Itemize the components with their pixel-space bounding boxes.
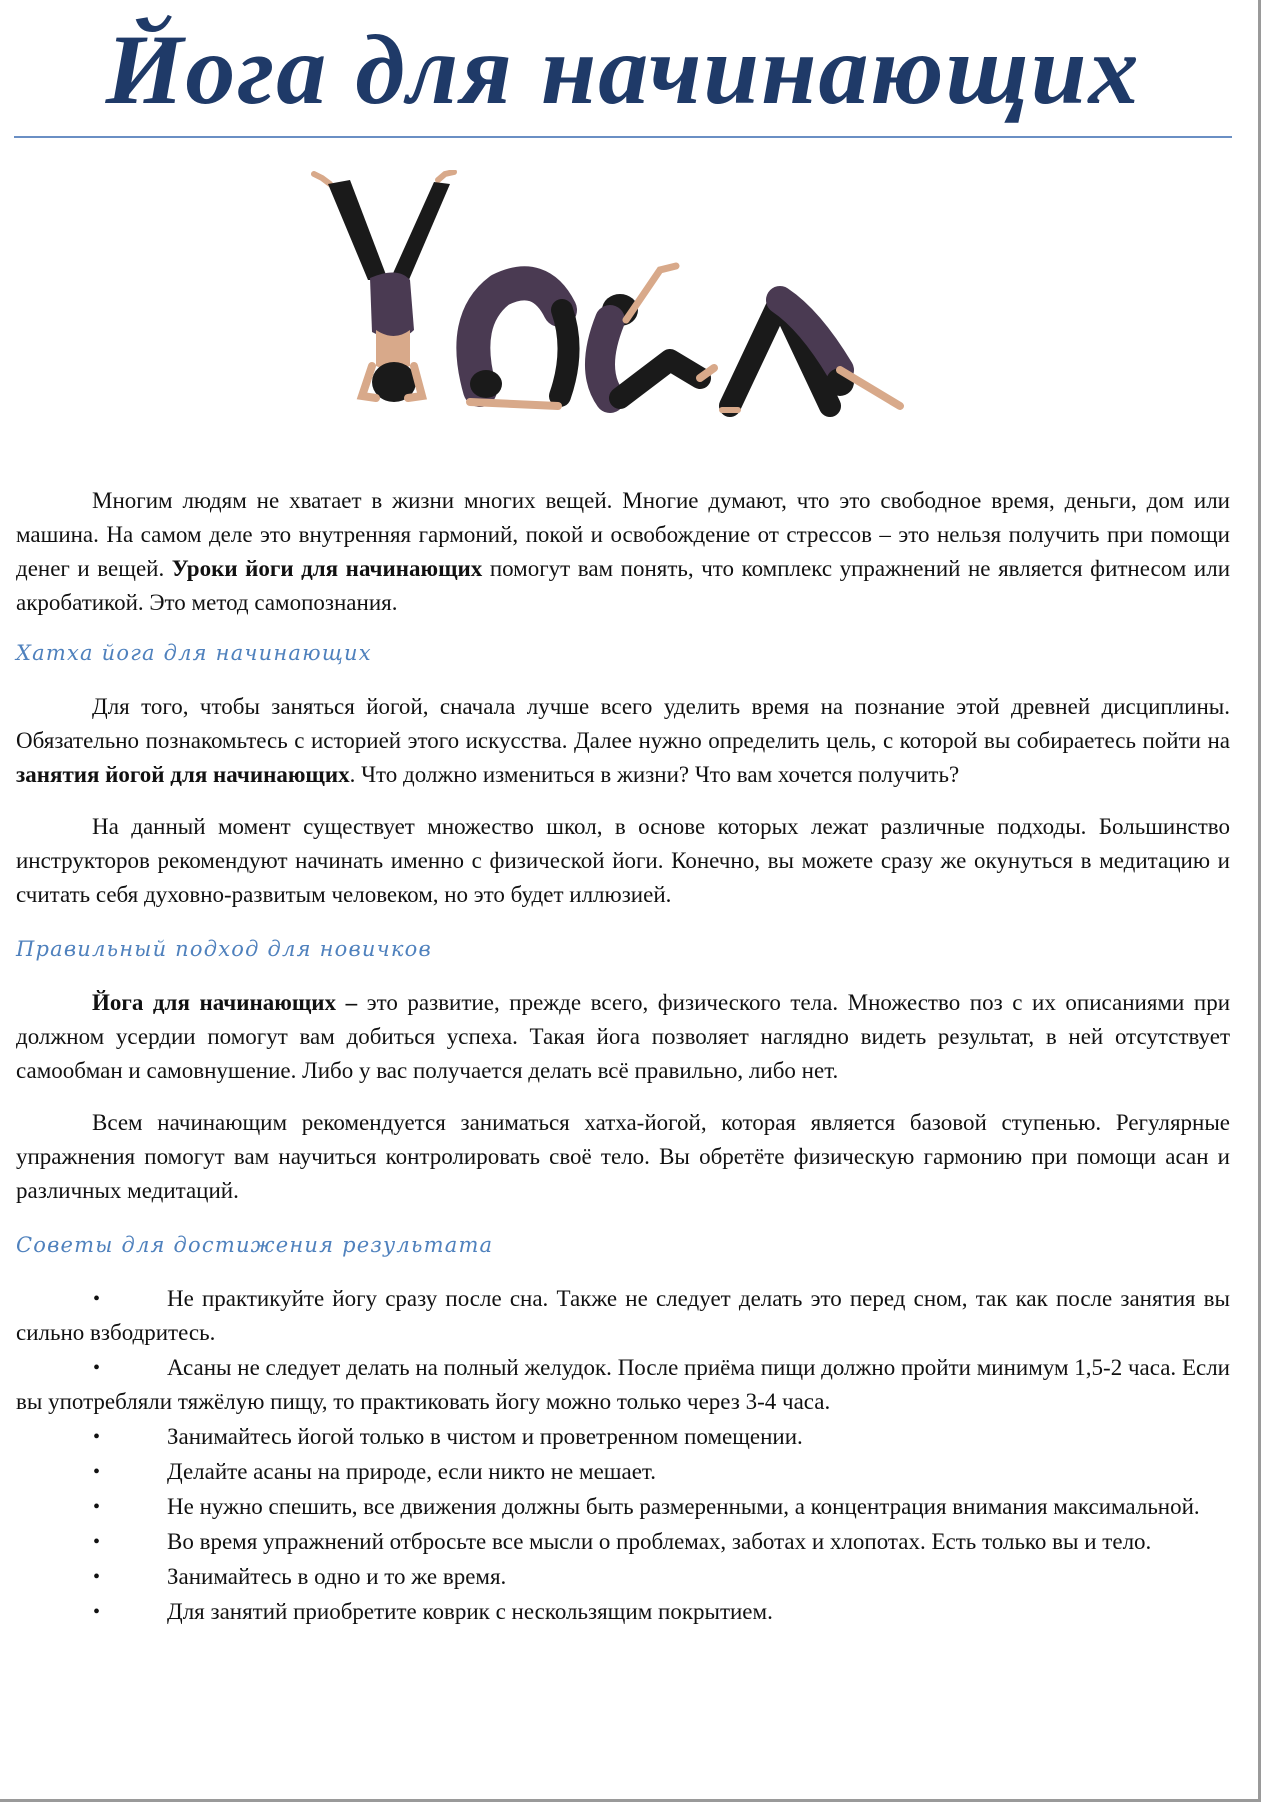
pose-y-figure xyxy=(314,172,454,402)
pose-a-figure xyxy=(722,300,900,410)
bullet-icon: • xyxy=(93,1357,101,1379)
tips-list xyxy=(16,1282,1230,1629)
text-run: . Что должно измениться в жизни? Что вам хочется получить? xyxy=(349,762,960,787)
bold-keyword: Уроки йоги для начинающих xyxy=(171,556,483,581)
pose-o-figure xyxy=(470,283,569,406)
list-item-text: Для занятий приобретите коврик с нескользящим покрытием. xyxy=(167,1599,773,1624)
paragraph-approach-1 xyxy=(16,986,1230,1088)
paragraph-approach-2: Всем начинающим рекомендуется заниматься хатха-йогой, которая является базовой ступенью. Регулярные упражнения помогут вам научиться контролировать своё тело. Вы обретёте физическую гармонию при помощи асан и различных медитаций. xyxy=(16,1110,1230,1203)
bullet-icon: • xyxy=(93,1426,101,1448)
list-item xyxy=(16,1490,1230,1524)
bullet-icon: • xyxy=(93,1496,101,1518)
list-item-text: Не нужно спешить, все движения должны быть размеренными, а концентрация внимания максимальной. xyxy=(167,1494,1200,1519)
article-body xyxy=(16,484,1230,1630)
list-item-text: Во время упражнений отбросьте все мысли о проблемах, заботах и хлопотах. Есть только вы и тело. xyxy=(167,1529,1152,1554)
title-underline xyxy=(14,136,1232,138)
bold-keyword: занятия йогой для начинающих xyxy=(16,762,350,787)
bullet-icon: • xyxy=(93,1601,101,1623)
section-heading-approach: Правильный подход для новичков xyxy=(16,937,432,961)
list-item-text: Занимайтесь йогой только в чистом и проветренном помещении. xyxy=(167,1424,803,1449)
page-title: Йога для начинающих xyxy=(105,14,1141,125)
paragraph-hatha-1 xyxy=(16,690,1230,792)
bullet-icon: • xyxy=(93,1461,101,1483)
list-item-text: Асаны не следует делать на полный желудок. После приёма пищи должно пройти минимум 1,5-2 часа. Если вы употребляли тяжёлую пищу, то практиковать йогу можно только через 3-4 часа. xyxy=(16,1355,1230,1414)
text-run: это развитие, прежде всего, физического тела. Множество поз с их описаниями при должном усердии помогут вам добиться успеха. Такая йога позволяет наглядно видеть результат, в ней отсутствует самообман и самовнушение. Либо у вас получается делать всё правильно, либо нет. xyxy=(16,990,1230,1083)
list-item-text: Занимайтесь в одно и то же время. xyxy=(167,1564,507,1589)
pose-g-figure xyxy=(600,266,714,398)
list-item xyxy=(16,1420,1230,1454)
text-run: помогут вам понять, что комплекс упражнений не является фитнесом или акробатикой. Это метод самопознания. xyxy=(16,556,1230,615)
bullet-icon: • xyxy=(93,1288,101,1310)
section-heading-hatha: Хатха йога для начинающих xyxy=(16,641,372,665)
paragraph-hatha-2: На данный момент существует множество школ, в основе которых лежат различные подходы. Большинство инструкторов рекомендуют начинать именно с физической йоги. Конечно, вы можете сразу же окунуться в медитацию и считать себя духовно-развитым человеком, но это будет иллюзией. xyxy=(16,814,1230,907)
text-run: Для того, чтобы заняться йогой, сначала лучше всего уделить время на познание этой древней дисциплины. Обязательно познакомьтесь с историей этого искусства. Далее нужно определить цель, с которой вы собираетесь пойти на xyxy=(16,694,1230,753)
list-item-text: Не практикуйте йогу сразу после сна. Также не следует делать это перед сном, так как после занятия вы сильно взбодритесь. xyxy=(16,1286,1230,1345)
section-heading-tips: Советы для достижения результата xyxy=(16,1233,494,1257)
list-item xyxy=(16,1560,1230,1594)
list-item xyxy=(16,1351,1230,1419)
list-item xyxy=(16,1595,1230,1629)
bold-keyword: Йога для начинающих – xyxy=(92,990,358,1015)
list-item-text: Делайте асаны на природе, если никто не мешает. xyxy=(167,1459,656,1484)
text-run: Многим людям не хватает в жизни многих вещей. Многие думают, что это свободное время, деньги, дом или машина. На самом деле это внутренняя гармоний, покой и освобождение от стрессов – это нельзя получить при помощи денег и вещей. xyxy=(16,488,1230,581)
list-item xyxy=(16,1455,1230,1489)
list-item xyxy=(16,1282,1230,1350)
bullet-icon: • xyxy=(93,1531,101,1553)
list-item xyxy=(16,1525,1230,1559)
intro-paragraph xyxy=(16,484,1230,620)
yoga-poses-illustration xyxy=(310,170,1020,450)
bullet-icon: • xyxy=(93,1566,101,1588)
